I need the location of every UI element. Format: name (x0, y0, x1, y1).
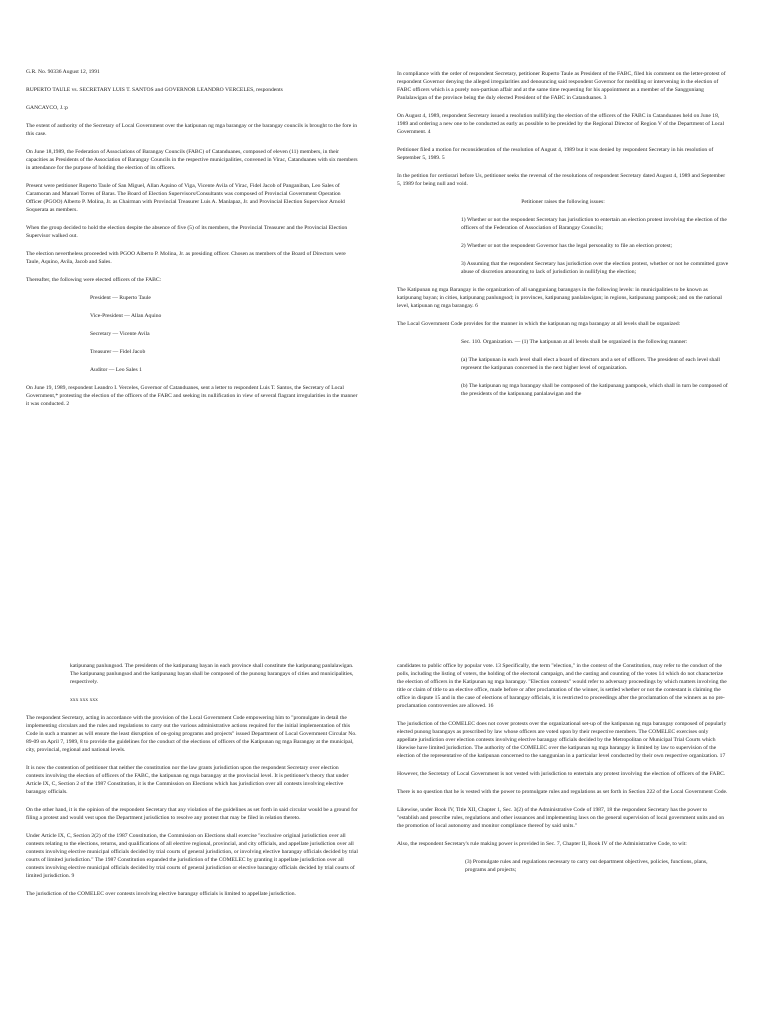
paragraph: In the petition for certiorari before Us, petitioner seeks the reversal of the resolutions of respondent Secretary dated August 4, 1989 and September 5, 1989 for being null and void. (397, 173, 726, 187)
paragraph: There is no question that he is vested with the power to promulgate rules and regulations as set forth in Section 222 of the Local Government Code. (397, 789, 728, 795)
paragraph: In compliance with the order of respondent Secretary, petitioner Ruperto Taule as President of the FABC, filed his comment on the letter-protest of respondent Governor denying the alleged irregularities and denouncing said respondent Governor for meddling or intervening in the election of FABC officers which is a purely non-partisan affair and at the same time requesting for his appointment as a member of the Sangguniang Panlalawigan of the province being the duly elected President of the FABC in Catanduanes. 3 (397, 71, 726, 101)
case-number: G.R. No. 90336 August 12, 1991 (26, 69, 100, 75)
paragraph: It is now the contention of petitioner that neither the constitution nor the law grants jurisdiction upon the respondent Secretary over election contests involving the election of officers of the FABC, the katipunan ng mga barangay at the provincial level. It is petitioner's theory that under Article IX, C, Section 2 of the 1987 Constitution, it is the Commission on Elections which has jurisdiction over all contests involving elective barangay officials. (26, 765, 349, 795)
paragraph: On June 19, 1989, respondent Leandro I. Verceles, Governor of Catanduanes, sent a letter to respondent Luis T. Santos, the Secretary of Local Government,* protesting the election of the officers of the FABC and seeking its nullification in view of several flagrant irregularities in the manner it was conducted. 2 (26, 385, 358, 407)
right-column-top (397, 70, 729, 408)
quoted-provision: (3) Promulgate rules and regulations necessary to carry out department objectives, policies, functions, plans, programs and projects; (465, 859, 708, 873)
issue-item: 1) Whether or not the respondent Secretary has jurisdiction to entertain an election protest involving the election of the officers of the Federation of Association of Barangay Councils; (461, 217, 727, 231)
section-110 (397, 338, 729, 398)
paragraph: On June 18,1989, the Federation of Associations of Barangay Councils (FABC) of Catanduanes, composed of eleven (11) members, in their capacities as Presidents of the Association of Barangay Councils in the respective municipalities, convened in Virac, Catanduanes with six members in attendance for the purpose of holding the election of its officers. (26, 149, 358, 171)
officer-item: Vice-President — Allan Aquino (90, 313, 162, 319)
officer-item: Auditor — Leo Sales 1 (90, 367, 142, 373)
officer-item: President — Ruperto Taule (90, 295, 151, 301)
document-page-bottom (0, 512, 768, 1024)
paragraph: The respondent Secretary, acting in accordance with the provision of the Local Government Code empowering him to "promulgate in detail the implementing circulars and the rules and regulations to carry out the various administrative actions required for the initial implementation of this Code in such a manner as will ensure the least disruption of on-going programs and projects" issued Department of Local Government Circular No. 89-09 on April 7, 1989, 8 to provide the guidelines for the conduct of the elections of officers of the Katipunan ng mga Barangay at the municipal, city, provincial, regional and national levels. (26, 715, 357, 753)
issue-item: 3) Assuming that the respondent Secretary has jurisdiction over the election protest, whether or not he committed grave abuse of discretion amounting to lack of jurisdiction in nullifying the election; (461, 261, 729, 275)
ellipsis-marker: xxx xxx xxx (70, 697, 98, 703)
paragraph: On August 4, 1989, respondent Secretary issued a resolution nullifying the election of the officers of the FABC in Catanduanes held on June 18, 1989 and ordering a new one to be conducted as early as possible to be presided by the Regional Director of Region V of the Department of Local Government. 4 (397, 113, 725, 135)
section-item: (a) The katipunan in each level shall elect a board of directors and a set of officers. The president of each level shall represent the katipunan concerned in the next higher level of organization. (461, 357, 720, 371)
paragraph: Thereafter, the following were elected officers of the FABC: (26, 277, 162, 283)
paragraph: However, the Secretary of Local Government is not vested with jurisdiction to entertain any protest involving the election of officers of the FABC. (397, 771, 726, 777)
paragraph: Likewise, under Book IV, Title XII, Chapter 1, Sec. 3(2) of the Administrative Code of 1987, 18 the respondent Secretary has the power to "establish and prescribe rules, regulations and other issuances and implementing laws on the general supervision of local government units and on the promotion of local autonomy and monitor compliance thereof by said units." (397, 807, 725, 829)
paragraph: The Katipunan ng mga Barangay is the organization of all sangguniang barangays in the following levels: in municipalities to be known as katipunang bayan; in cities, katipunang panlungsod; in provinces, katipunang panlalawigan; in regions, katipunang pampook; and on the national level, katipunan ng mga barangay. 6 (397, 287, 722, 309)
section-item: (b) The katipunan ng mga barangay shall be composed of the katipunang pampook, which shall in turn be composed of the presidents of the katipunang panlalawigan and the (461, 383, 728, 397)
issues-list (397, 216, 729, 276)
paragraph: Under Article IX, C, Section 2(2) of the 1987 Constitution, the Commission on Elections shall exercise "exclusive original jurisdiction over all contests relating to the elections, returns, and qualifications of all elective regional, provincial, and city officials, and appellate jurisdiction over all contests involving elective municipal officials decided by trial courts of general jurisdiction, or involving elective barangay officials decided by trial courts of limited jurisdiction." The 1987 Constitution expanded the jurisdiction of the COMELEC by granting it appellate jurisdiction over all contests involving elective municipal officials decided by trial courts of general jurisdiction or elective barangay officials decided by trial courts of limited jurisdiction. 9 (26, 833, 358, 879)
ponente: GANCAYCO, J.:p (26, 105, 68, 111)
issue-item: 2) Whether or not the respondent Governor has the legal personality to file an election protest; (461, 243, 672, 249)
paragraph: The jurisdiction of the COMELEC does not cover protests over the organizational set-up of the katipunan ng mga barangay composed of popularly elected punong barangays as prescribed by law whose officers are voted upon by their respective members. The COMELEC exercises only appellate jurisdiction over election contests involving elective barangay officials decided by the Metropolitan or Municipal Trial Courts which likewise have limited jurisdiction. The authority of the COMELEC over the katipunan ng mga barangay is limited by law to supervision of the election of the representative of the katipunan concerned to the sanggunian in a particular level conducted by their own respective organization. 17 (397, 721, 727, 759)
right-column-bottom (397, 662, 729, 884)
paragraph: The election nevertheless proceeded with PGOO Alberto P. Molina, Jr. as presiding officer. Chosen as members of the Board of Directors were Taule, Aquino, Avila, Jacob and Sales. (26, 251, 346, 265)
left-column-top (26, 68, 358, 418)
section-heading: Sec. 110. Organization. — (1) The katipunan at all levels shall be organized in the following manner: (461, 339, 688, 345)
paragraph: katipunang panlungsod. The presidents of the katipunang bayan in each province shall constitute the katipunang panlalawigan. The katipunang panlungsod and the katipunang bayan shall be composed of the punong barangays of cities and municipalities, respectively. (70, 663, 354, 685)
left-column-bottom (26, 662, 358, 908)
paragraph: The jurisdiction of the COMELEC over contests involving elective barangay officials is limited to appellate jurisdiction. (26, 891, 296, 897)
paragraph: On the other hand, it is the opinion of the respondent Secretary that any violation of the guidelines as set forth in said circular would be a ground for filing a protest and would vest upon the Department jurisdiction to resolve any protest that may be filed in relation thereto. (26, 807, 358, 821)
case-title: RUPERTO TAULE vs. SECRETARY LUIS T. SANTOS and GOVERNOR LEANDRO VERCELES, respondents (26, 87, 283, 93)
paragraph: candidates to public office by popular vote. 13 Specifically, the term "election," in the context of the Constitution, may refer to the conduct of the polls, including the listing of voters, the holding of the electoral campaign, and the casting and counting of the votes 14 which do not characterize the election of officers in the Katipunan ng mga barangay. "Election contests" would refer to adversary proceedings by which matters involving the title or claim of title to an elective office, made before or after proclamation of the winner, is settled whether or not the contestant is claiming the office in dispute 15 and in the case of elections of barangay officials, it is restricted to proceedings after the proclamation of the winners as no pre-proclamation controversies are allowed. 16 (397, 663, 727, 709)
paragraph: Present were petitioner Ruperto Taule of San Miguel, Allan Aquino of Viga, Vicente Avila of Virac, Fidel Jacob of Panganiban, Leo Sales of Caramoran and Manuel Torres of Baras. The Board of Election Supervisors/Consultants was composed of Provincial Government Operation Officer (PGOO) Alberto P. Molina, Jr. as Chairman with Provincial Treasurer Luis A. Manlapaz, Jr. and Provincial Election Supervisor Arnold Soquerata as members. (26, 183, 345, 213)
paragraph: The Local Government Code provides for the manner in which the katipunan ng mga barangay at all levels shall be organized: (397, 321, 681, 327)
paragraph: Petitioner filed a motion for reconsideration of the resolution of August 4, 1989 but it was denied by respondent Secretary in his resolution of September 5, 1989. 5 (397, 147, 714, 161)
officer-item: Treasurer — Fidel Jacob (90, 349, 146, 355)
paragraph: When the group decided to hold the election despite the absence of five (5) of its members, the Provincial Treasurer and the Provincial Election Supervisor walked out. (26, 225, 348, 239)
issues-heading: Petitioner raises the following issues: (521, 199, 605, 205)
paragraph: Also, the respondent Secretary's rule making power is provided in Sec. 7, Chapter II, Book IV of the Administrative Code, to wit: (397, 841, 687, 847)
officer-list (26, 294, 358, 374)
officer-item: Secretary — Vicente Avila (90, 331, 150, 337)
paragraph: The extent of authority of the Secretary of Local Government over the katipunan ng mga barangay or the barangay councils is brought to the fore in this case. (26, 123, 358, 137)
